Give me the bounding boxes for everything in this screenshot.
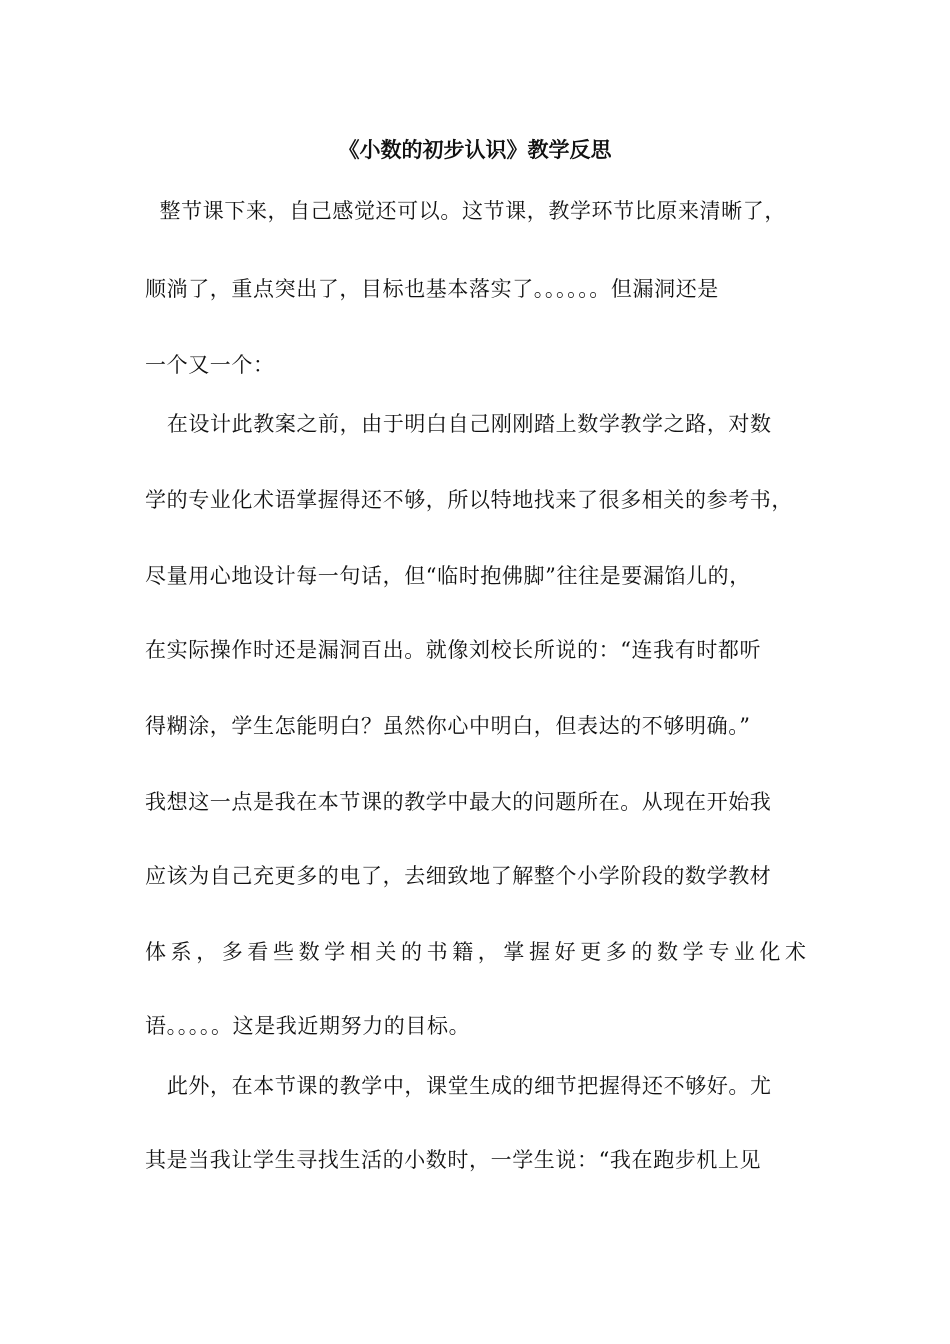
paragraph-line: 在设计此教案之前，由于明白自己刚刚踏上数学教学之路，对数 — [145, 412, 772, 436]
paragraph-line: 我想这一点是我在本节课的教学中最大的问题所在。从现在开始我 — [145, 790, 772, 814]
paragraph-line: 语。。。。。这是我近期努力的目标。 — [145, 1014, 471, 1038]
paragraph-line: 体系，多看些数学相关的书籍，掌握好更多的数学专业化术 — [145, 940, 811, 964]
paragraph-line: 学的专业化术语掌握得还不够，所以特地找来了很多相关的参考书， — [145, 488, 793, 512]
paragraph-line: 顺淌了，重点突出了，目标也基本落实了。。。。。。但漏洞还是 — [145, 277, 719, 301]
paragraph-line: 尽量用心地设计每一句话，但“临时抱佛脚”往往是要漏馅儿的， — [145, 564, 751, 588]
paragraph-line: 其是当我让学生寻找生活的小数时，一学生说：“我在跑步机上见 — [145, 1148, 762, 1172]
paragraph-line: 整节课下来，自己感觉还可以。这节课，教学环节比原来清晰了， — [145, 199, 786, 223]
paragraph-line: 应该为自己充更多的电了，去细致地了解整个小学阶段的数学教材 — [145, 864, 772, 888]
paragraph-line: 此外，在本节课的教学中，课堂生成的细节把握得还不够好。尤 — [145, 1074, 772, 1098]
paragraph-line: 一个又一个： — [145, 353, 275, 377]
paragraph-line: 得糊涂，学生怎能明白？虽然你心中明白，但表达的不够明确。” — [145, 714, 751, 738]
document-title: 《小数的初步认识》教学反思 — [338, 137, 612, 162]
paragraph-line: 在实际操作时还是漏洞百出。就像刘校长所说的：“连我有时都听 — [145, 638, 762, 662]
